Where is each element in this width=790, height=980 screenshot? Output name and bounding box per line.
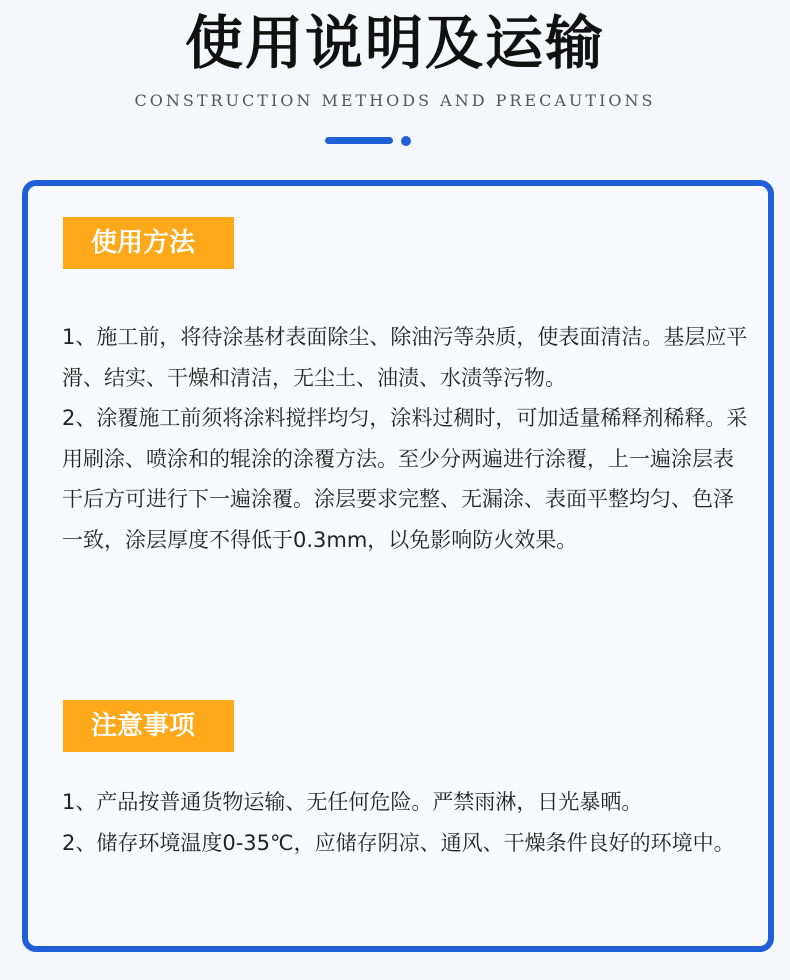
page-title: 使用说明及运输 bbox=[184, 9, 605, 77]
notice-section-badge: 注意事项 bbox=[63, 700, 234, 752]
instructions-panel bbox=[22, 180, 774, 952]
notice-item-1: 1、产品按普通货物运输、无任何危险。严禁雨淋，日光暴晒。 bbox=[62, 790, 643, 814]
title-accent-dash bbox=[325, 137, 393, 144]
usage-section-badge: 使用方法 bbox=[63, 217, 234, 269]
usage-item-2: 2、涂覆施工前须将涂料搅拌均匀，涂料过稠时，可加适量稀释剂稀释。采用刷涂、喷涂和的辊涂的涂覆方法。至少分两遍进行涂覆，上一遍涂层表干后方可进行下一遍涂覆。涂层要求完整、无漏涂、表面平整均匀、色泽一致，涂层厚度不得低于0.3mm，以免影响防火效果。 bbox=[62, 406, 748, 552]
usage-item-1: 1、施工前，将待涂基材表面除尘、除油污等杂质，使表面清洁。基层应平滑、结实、干燥和清洁，无尘土、油渍、水渍等污物。 bbox=[62, 325, 748, 390]
usage-section-content bbox=[62, 317, 752, 560]
title-accent-dot bbox=[401, 136, 411, 146]
page-subtitle: CONSTRUCTION METHODS AND PRECAUTIONS bbox=[134, 91, 656, 110]
notice-item-2: 2、储存环境温度0-35℃，应储存阴凉、通风、干燥条件良好的环境中。 bbox=[62, 830, 735, 855]
notice-section-content bbox=[62, 782, 752, 863]
